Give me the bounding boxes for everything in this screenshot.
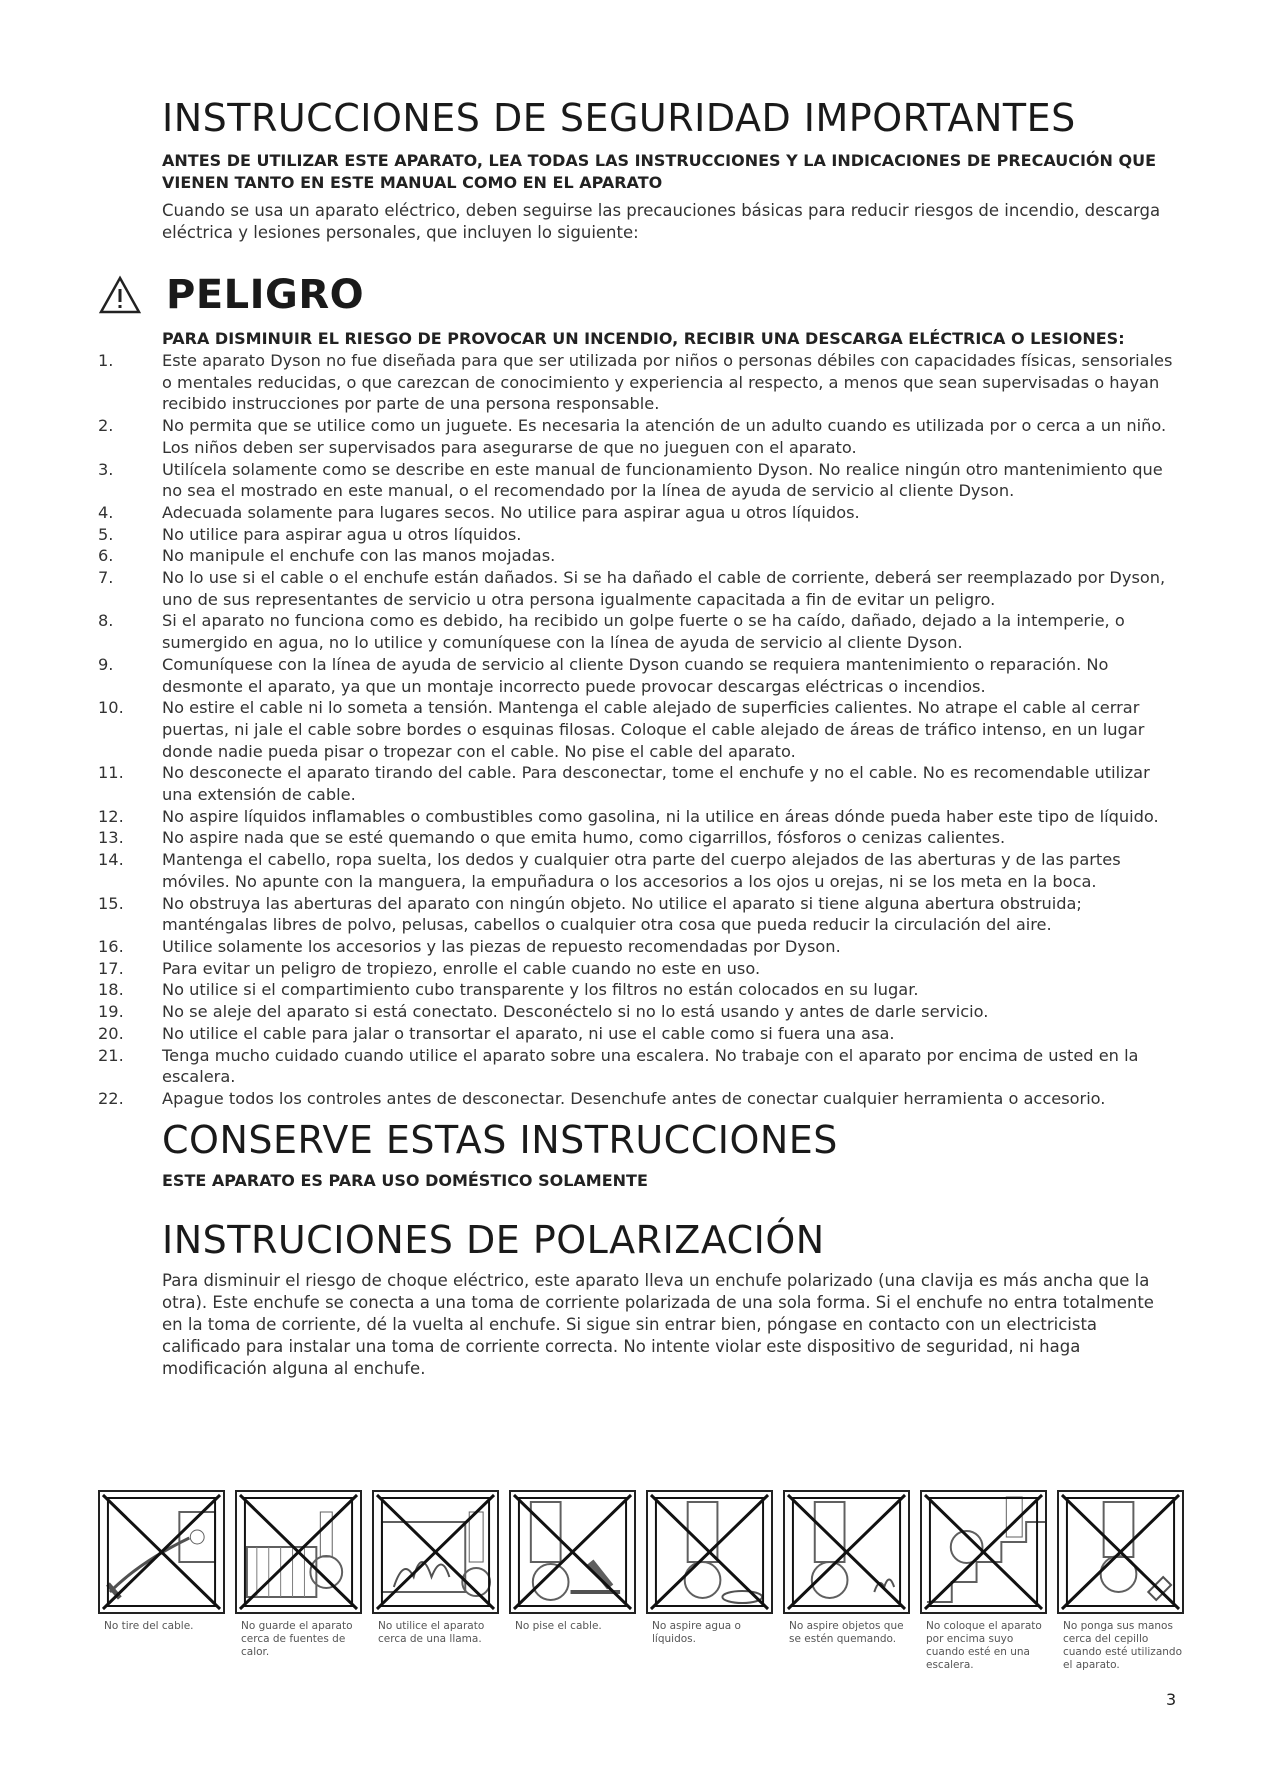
no-step-cord-icon xyxy=(509,1490,636,1614)
rule-number: 19. xyxy=(98,1002,124,1022)
rule-number: 17. xyxy=(98,958,124,978)
list-item xyxy=(98,806,1178,828)
rule-number: 1. xyxy=(98,351,114,370)
rule-number: 20. xyxy=(98,1023,124,1043)
list-item xyxy=(98,958,1178,980)
rule-text: Este aparato Dyson no fue diseñada para que ser utilizada por niños o personas débiles con capacidades físicas, sensoriales o mentales reducidas, o que carezcan de conocimiento y experiencia al respecto, a menos que sean supervisadas o hayan recibido instrucciones por parte de una persona responsable. xyxy=(162,351,1173,414)
rule-text: No aspire nada que se esté quemando o que emita humo, como cigarrillos, fósforos o cenizas calientes. xyxy=(162,828,1006,848)
list-item xyxy=(98,979,1178,1001)
rule-text: Adecuada solamente para lugares secos. No utilice para aspirar agua u otros líquidos. xyxy=(162,502,860,522)
rule-number: 3. xyxy=(98,459,114,479)
list-item xyxy=(98,502,1178,524)
pictogram-caption: No guarde el aparato cerca de fuentes de calor. xyxy=(241,1620,353,1658)
rule-text: No permita que se utilice como un juguete. Es necesaria la atención de un adulto cuando es utilizada por o cerca a un niño. Los niños deben ser supervisados para asegurarse de que no jueguen con el aparato. xyxy=(162,416,1167,457)
pictogram-caption: No tire del cable. xyxy=(104,1620,194,1632)
rule-number: 9. xyxy=(98,654,114,674)
rule-text: Apague todos los controles antes de desconectar. Desenchufe antes de conectar cualquier herramienta o accesorio. xyxy=(162,1088,1106,1108)
list-item xyxy=(98,350,1178,415)
list-item xyxy=(98,936,1178,958)
rule-number: 21. xyxy=(98,1045,124,1065)
rule-number: 5. xyxy=(98,524,114,544)
rule-text: Tenga mucho cuidado cuando utilice el aparato sobre una escalera. No trabaje con el aparato por encima de usted en la escalera. xyxy=(162,1045,1139,1087)
pictogram-caption: No utilice el aparato cerca de una llama. xyxy=(378,1620,485,1645)
rule-number: 6. xyxy=(98,546,114,566)
rule-text: No obstruya las aberturas del aparato con ningún objeto. No utilice el aparato si tiene alguna abertura obstruida; manténgalas libres de polvo, pelusas, cabellos o cualquier otra cosa que pueda reducir la circulación del aire. xyxy=(162,893,1082,935)
no-heat-source-icon xyxy=(235,1490,362,1614)
list-item xyxy=(98,545,1178,567)
rule-number: 16. xyxy=(98,936,124,956)
rule-text: No utilice el cable para jalar o transortar el aparato, ni use el cable como si fuera una asa. xyxy=(162,1023,895,1043)
rule-number: 2. xyxy=(98,416,114,436)
intro-text: Cuando se usa un aparato eléctrico, deben seguirse las precauciones básicas para reducir riesgos de incendio, descarga eléctrica y lesiones personales, que incluyen lo siguiente: xyxy=(162,201,1161,242)
list-item xyxy=(98,697,1178,762)
page-number: 3 xyxy=(1166,1690,1177,1709)
danger-subtitle: PARA DISMINUIR EL RIESGO DE PROVOCAR UN INCENDIO, RECIBIR UNA DESCARGA ELÉCTRICA O LESIONES: xyxy=(162,329,1125,348)
list-item xyxy=(98,1001,1178,1023)
rule-number: 4. xyxy=(98,502,114,522)
safety-rules-list xyxy=(98,350,1178,1110)
rule-number: 13. xyxy=(98,828,124,848)
rule-text: Si el aparato no funciona como es debido, ha recibido un golpe fuerte o se ha caído, dañado, dejado a la intemperie, o sumergido en agua, no lo utilice y comuníquese con la línea de ayuda de servicio al cliente Dyson. xyxy=(162,611,1125,653)
list-item xyxy=(98,415,1178,458)
rule-text: Comuníquese con la línea de ayuda de servicio al cliente Dyson cuando se requiera mantenimiento o reparación. No desmonte el aparato, ya que un montaje incorrecto puede provocar descargas eléctricas o incendios. xyxy=(162,654,1109,696)
rule-text: No utilice si el compartimiento cubo transparente y los filtros no están colocados en su lugar. xyxy=(162,980,919,1000)
rule-number: 14. xyxy=(98,850,124,870)
polarization-title: INSTRUCIONES DE POLARIZACIÓN xyxy=(162,1218,825,1262)
rule-text: No lo use si el cable o el enchufe están dañados. Si se ha dañado el cable de corriente, deberá ser reemplazado por Dyson, uno de sus representantes de servicio u otra persona igualmente capacitada a fin de evitar un peligro. xyxy=(162,568,1166,609)
list-item xyxy=(98,849,1178,892)
no-stairs-above-icon xyxy=(920,1490,1047,1614)
rule-number: 22. xyxy=(98,1088,124,1108)
list-item xyxy=(98,762,1178,805)
danger-heading xyxy=(98,270,364,320)
rule-number: 7. xyxy=(98,568,114,588)
polarization-text: Para disminuir el riesgo de choque eléctrico, este aparato lleva un enchufe polarizado (una clavija es más ancha que la otra). Este enchufe se conecta a una toma de corriente polarizada de una sola forma. Si el enchufe no entra totalmente en la toma de corriente, dé la vuelta al enchufe. Si sigue sin entrar bien, póngase en contacto con un electricista calificado para instalar una toma de corriente correcta. No intente violar este dispositivo de seguridad, ni haga modificación alguna al enchufe. xyxy=(162,1271,1154,1378)
rule-text: No desconecte el aparato tirando del cable. Para desconectar, tome el enchufe y no el cable. No es recomendable utilizar una extensión de cable. xyxy=(162,763,1150,805)
rule-text: Mantenga el cabello, ropa suelta, los dedos y cualquier otra parte del cuerpo alejados de las aberturas y de las partes móviles. No apunte con la manguera, la empuñadura o los accesorios a los ojos u orejas, ni se los meta en la boca. xyxy=(162,850,1121,891)
danger-title: PELIGRO xyxy=(166,272,365,318)
rule-number: 8. xyxy=(98,611,114,631)
rule-number: 18. xyxy=(98,980,124,1000)
rule-text: Para evitar un peligro de tropiezo, enrolle el cable cuando no este en uso. xyxy=(162,958,761,978)
rule-text: No manipule el enchufe con las manos mojadas. xyxy=(162,546,556,566)
conserve-subtitle: ESTE APARATO ES PARA USO DOMÉSTICO SOLAMENTE xyxy=(162,1171,648,1190)
pictogram-row xyxy=(98,1490,1184,1610)
list-item xyxy=(98,1088,1178,1110)
rule-number: 15. xyxy=(98,893,124,913)
no-flame-icon xyxy=(372,1490,499,1614)
rule-text: No utilice para aspirar agua u otros líquidos. xyxy=(162,524,522,544)
intro-bold: ANTES DE UTILIZAR ESTE APARATO, LEA TODAS LAS INSTRUCCIONES Y LA INDICACIONES DE PRECAUCIÓN QUE VIENEN TANTO EN ESTE MANUAL COMO EN EL APARATO xyxy=(162,151,1156,192)
conserve-title: CONSERVE ESTAS INSTRUCCIONES xyxy=(162,1118,838,1162)
pictogram-caption: No aspire agua o líquidos. xyxy=(652,1620,741,1645)
list-item xyxy=(98,524,1178,546)
pictogram-caption: No aspire objetos que se estén quemando. xyxy=(789,1620,904,1645)
no-liquids-icon xyxy=(646,1490,773,1614)
pictogram-caption: No pise el cable. xyxy=(515,1620,602,1632)
list-item xyxy=(98,1023,1178,1045)
list-item xyxy=(98,827,1178,849)
pictogram-caption: No ponga sus manos cerca del cepillo cuando esté utilizando el aparato. xyxy=(1063,1620,1183,1671)
no-pull-cord-icon xyxy=(98,1490,225,1614)
rule-text: No aspire líquidos inflamables o combustibles como gasolina, ni la utilice en áreas dónde pueda haber este tipo de líquido. xyxy=(162,806,1159,826)
page-title: INSTRUCCIONES DE SEGURIDAD IMPORTANTES xyxy=(162,96,1076,140)
rule-text: Utilícela solamente como se describe en este manual de funcionamiento Dyson. No realice ningún otro mantenimiento que no sea el mostrado en este manual, o el recomendado por la línea de ayuda de servicio al cliente Dyson. xyxy=(162,459,1163,501)
rule-number: 11. xyxy=(98,763,124,783)
list-item xyxy=(98,567,1178,610)
rule-text: No se aleje del aparato si está conectato. Desconéctelo si no lo está usando y antes de darle servicio. xyxy=(162,1002,989,1022)
list-item xyxy=(98,654,1178,697)
list-item xyxy=(98,1045,1178,1088)
rule-text: Utilice solamente los accesorios y las piezas de repuesto recomendadas por Dyson. xyxy=(162,936,841,956)
no-hands-brush-icon xyxy=(1057,1490,1184,1614)
no-burning-objects-icon xyxy=(783,1490,910,1614)
pictogram-caption: No coloque el aparato por encima suyo cuando esté en una escalera. xyxy=(926,1620,1042,1671)
list-item xyxy=(98,893,1178,936)
rule-text: No estire el cable ni lo someta a tensión. Mantenga el cable alejado de superficies calientes. No atrape el cable al cerrar puertas, ni jale el cable sobre bordes o esquinas filosas. Coloque el cable alejado de áreas de tráfico intenso, en un lugar donde nadie pueda pisar o tropezar con el cable. No pise el cable del aparato. xyxy=(162,698,1145,761)
list-item xyxy=(98,459,1178,502)
list-item xyxy=(98,610,1178,653)
pictogram-captions xyxy=(100,1620,1186,1672)
rule-number: 10. xyxy=(98,698,124,718)
rule-number: 12. xyxy=(98,806,124,826)
warning-triangle-icon xyxy=(98,275,142,315)
